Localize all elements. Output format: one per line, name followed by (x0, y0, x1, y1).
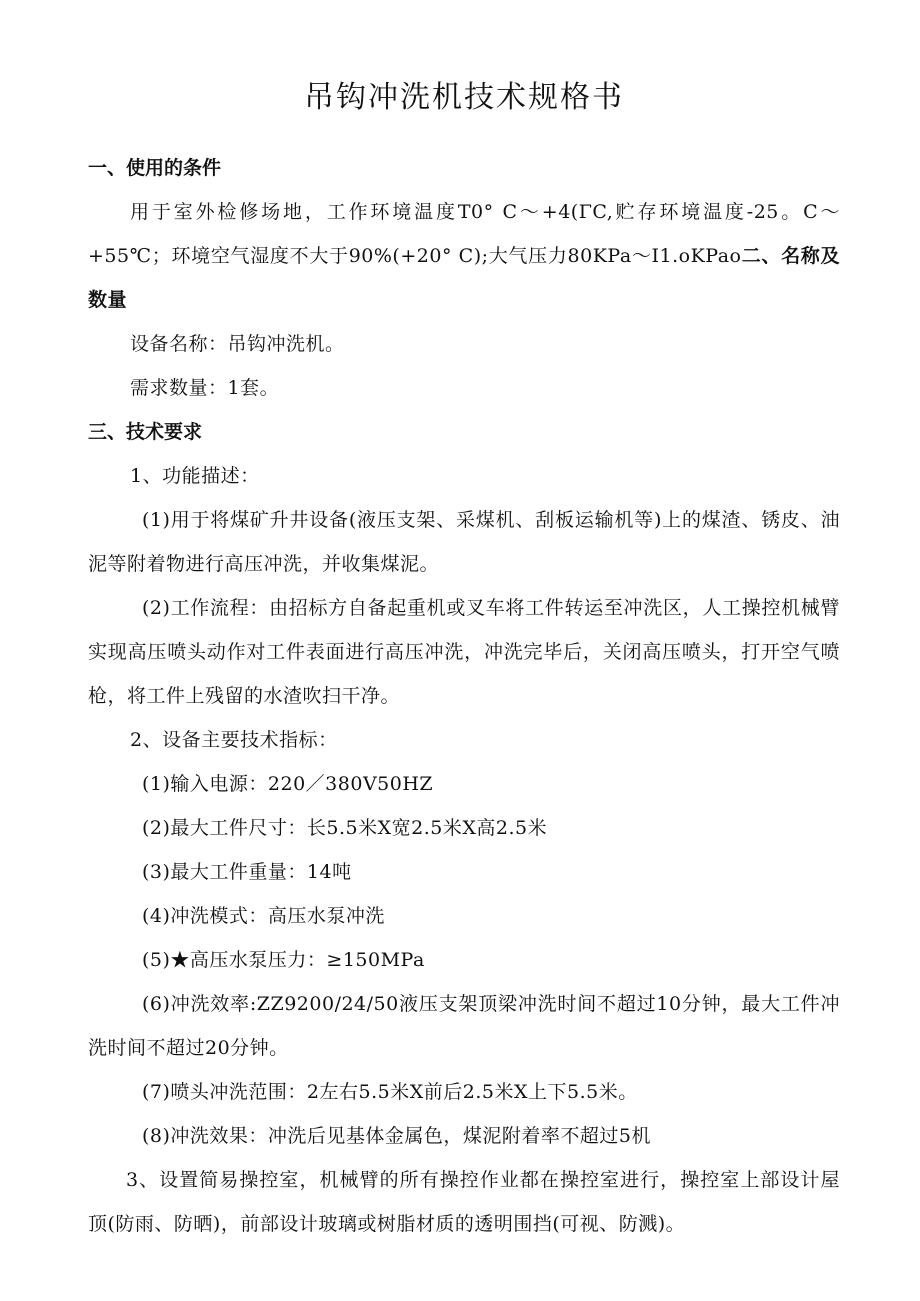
quantity-line: 需求数量：1套。 (130, 377, 280, 399)
subheading-function: 1、功能描述： (130, 465, 260, 487)
document-page (88, 80, 840, 1246)
section-heading-technical: 三、技术要求 (88, 421, 203, 443)
conditions-paragraph (88, 190, 840, 322)
spec-item-1: (1)输入电源：220／380V50HZ (142, 773, 434, 795)
section-heading-conditions: 一、使用的条件 (88, 157, 222, 179)
function-item-2: (2)工作流程：由招标方自备起重机或叉车将工件转运至冲洗区，人工操控机械臂实现高压喷头动作对工件表面进行高压冲洗，冲洗完毕后，关闭高压喷头，打开空气喷枪，将工件上残留的水渣吹扫干净。 (88, 597, 840, 707)
subheading-specs: 2、设备主要技术指标： (130, 729, 338, 751)
spec-item-6: (6)冲洗效率:ZZ9200/24/50液压支架顶梁冲洗时间不超过10分钟，最大工件冲洗时间不超过20分钟。 (88, 993, 840, 1059)
spec-item-4: (4)冲洗模式：高压水泵冲洗 (142, 905, 385, 927)
spec-item-8: (8)冲洗效果：冲洗后见基体金属色，煤泥附着率不超过5机 (142, 1125, 652, 1147)
conditions-text: 用于室外检修场地，工作环境温度T0° C～+4(ΓC,贮存环境温度-25。C～+55℃；环境空气湿度不大于90%(+20° C);大气压力80KPa～I1.oKPao (88, 201, 840, 267)
spec-item-3: (3)最大工件重量：14吨 (142, 861, 352, 883)
spec-item-5: (5)★高压水泵压力：≥150MPa (142, 949, 425, 971)
spec-item-2: (2)最大工件尺寸：长5.5米X宽2.5米X高2.5米 (142, 817, 548, 839)
section-heading-name-quantity: 二、名称及数量 (88, 245, 840, 311)
device-name-line: 设备名称：吊钩冲洗机。 (130, 333, 345, 355)
function-item-1: (1)用于将煤矿升井设备(液压支架、采煤机、刮板运输机等)上的煤渣、锈皮、油泥等附着物进行高压冲洗，并收集煤泥。 (88, 509, 840, 575)
document-title: 吊钩冲洗机技术规格书 (304, 80, 624, 115)
control-room-paragraph: 3、设置简易操控室，机械臂的所有操控作业都在操控室进行，操控室上部设计屋顶(防雨、防晒)，前部设计玻璃或树脂材质的透明围挡(可视、防溅)。 (88, 1169, 840, 1235)
spec-item-7: (7)喷头冲洗范围：2左右5.5米X前后2.5米X上下5.5米。 (142, 1081, 638, 1103)
